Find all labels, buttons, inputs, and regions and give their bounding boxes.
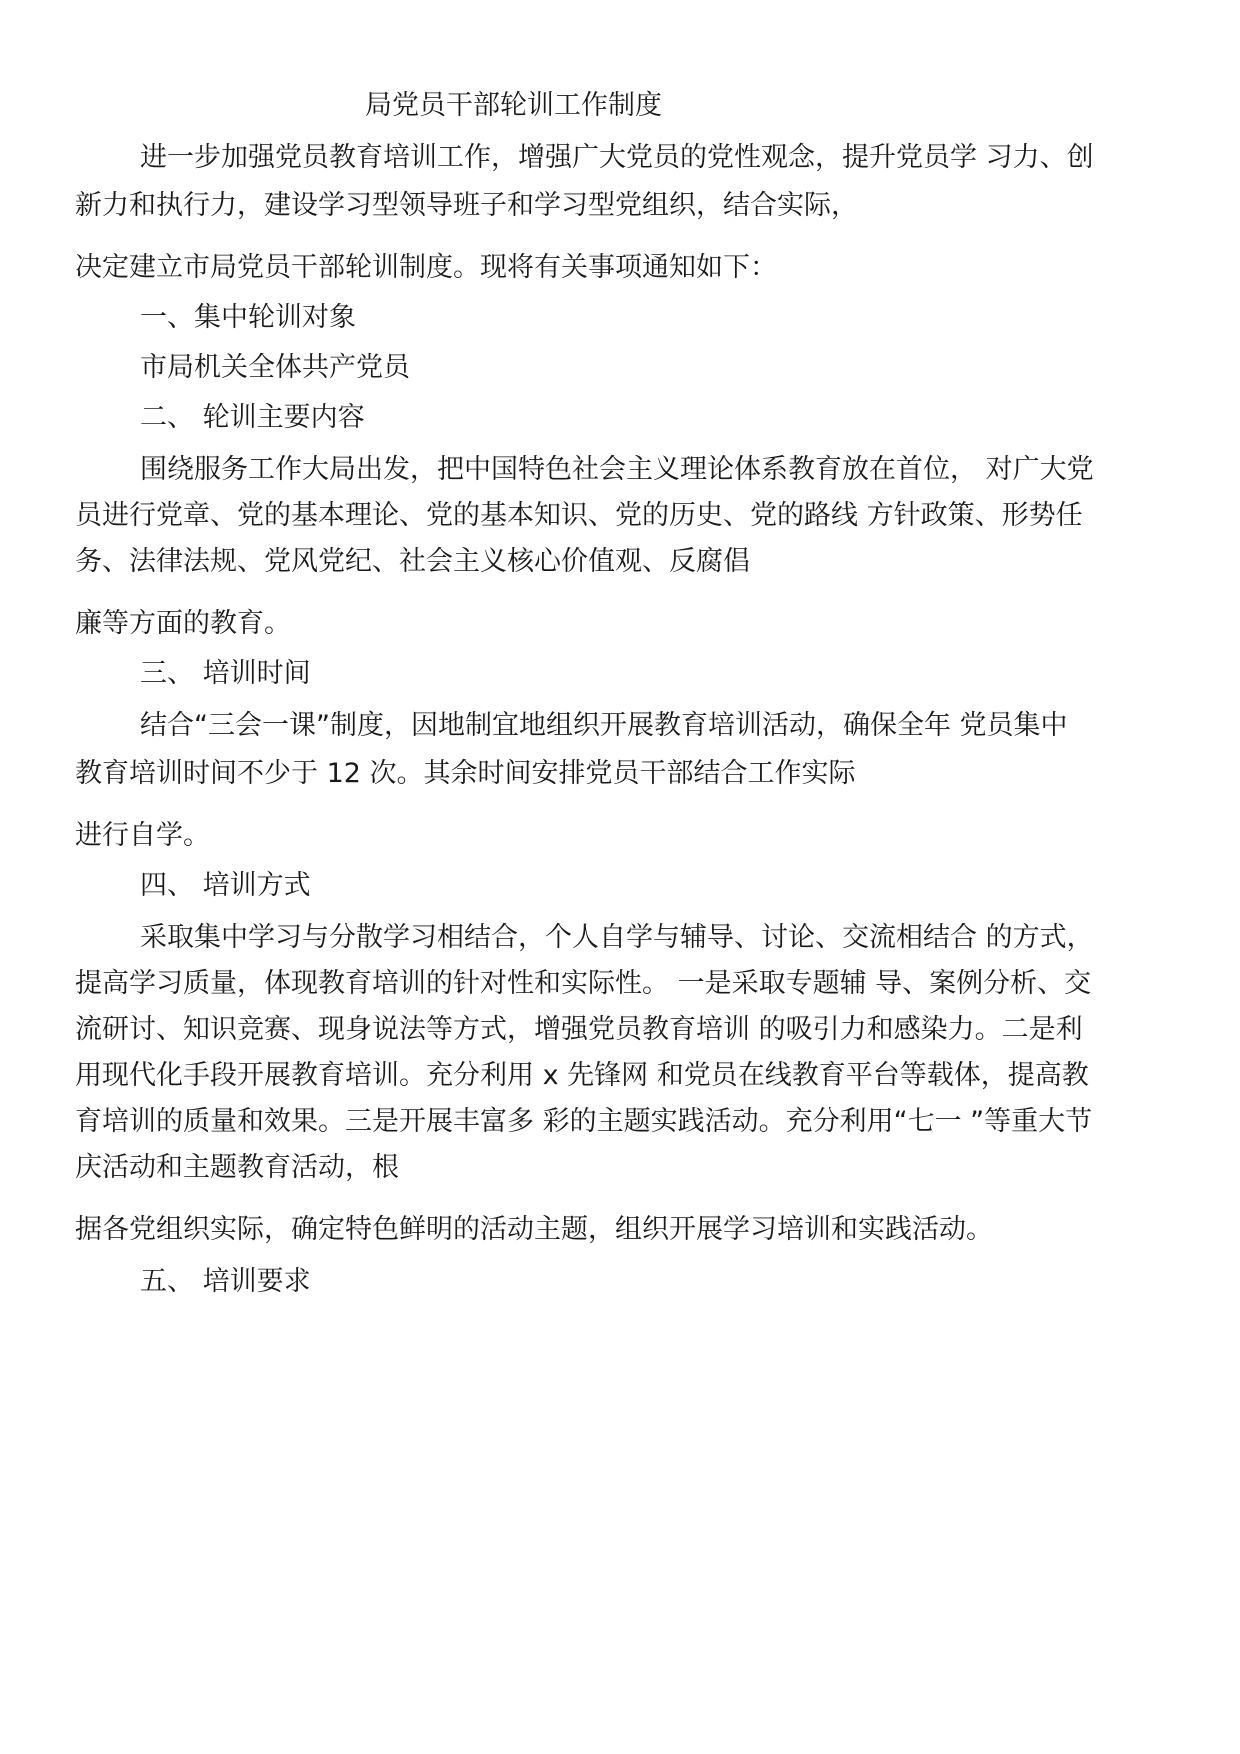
section-4-body-4: 用现代化手段开展教育培训。充分利用 x 先锋网 和党员在线教育平台等载体，提高教 [75,1060,1089,1091]
section-5-heading: 五、 培训要求 [140,1266,311,1297]
intro-line-2: 新力和执行力，建设学习型领导班子和学习型党组织，结合实际， [75,190,858,221]
section-2-body-2: 员进行党章、党的基本理论、党的基本知识、党的历史、党的路线 方针政策、形势任 [75,500,1083,531]
section-2-body-1: 围绕服务工作大局出发，把中国特色社会主义理论体系教育放在首位， 对广大党 [140,454,1094,485]
section-2-heading: 二、 轮训主要内容 [140,402,365,433]
section-1-body-1: 市局机关全体共产党员 [140,352,410,383]
section-1-heading: 一、集中轮训对象 [140,302,356,333]
intro-line-1: 进一步加强党员教育培训工作，增强广大党员的党性观念，提升党员学 习力、创 [140,142,1094,173]
section-2-body-3: 务、法律法规、党风党纪、社会主义核心价值观、反腐倡 [75,546,750,577]
section-4-body-5: 育培训的质量和效果。三是开展丰富多 彩的主题实践活动。充分利用“七一 ”等重大节 [75,1106,1093,1137]
section-4-body-2: 提高学习质量，体现教育培训的针对性和实际性。 一是采取专题辅 导、案例分析、交 [75,968,1092,999]
intro-line-3: 决定建立市局党员干部轮训制度。现将有关事项通知如下： [75,252,777,283]
section-3-body-1: 结合“三会一课”制度，因地制宜地组织开展教育培训活动，确保全年 党员集中 [140,710,1068,741]
section-2-body-4: 廉等方面的教育。 [75,608,291,639]
section-3-body-3: 进行自学。 [75,820,210,851]
section-4-body-6: 庆活动和主题教育活动，根 [75,1152,399,1183]
section-3-heading: 三、 培训时间 [140,658,311,689]
section-4-heading: 四、 培训方式 [140,870,311,901]
section-3-body-2: 教育培训时间不少于 12 次。其余时间安排党员干部结合工作实际 [75,758,856,789]
section-4-body-7: 据各党组织实际，确定特色鲜明的活动主题，组织开展学习培训和实践活动。 [75,1214,993,1245]
document-title: 局党员干部轮训工作制度 [365,90,662,121]
section-4-body-1: 采取集中学习与分散学习相结合，个人自学与辅导、讨论、交流相结合 的方式， [140,922,1094,953]
section-4-body-3: 流研讨、知识竞赛、现身说法等方式，增强党员教育培训 的吸引力和感染力。二是利 [75,1014,1083,1045]
